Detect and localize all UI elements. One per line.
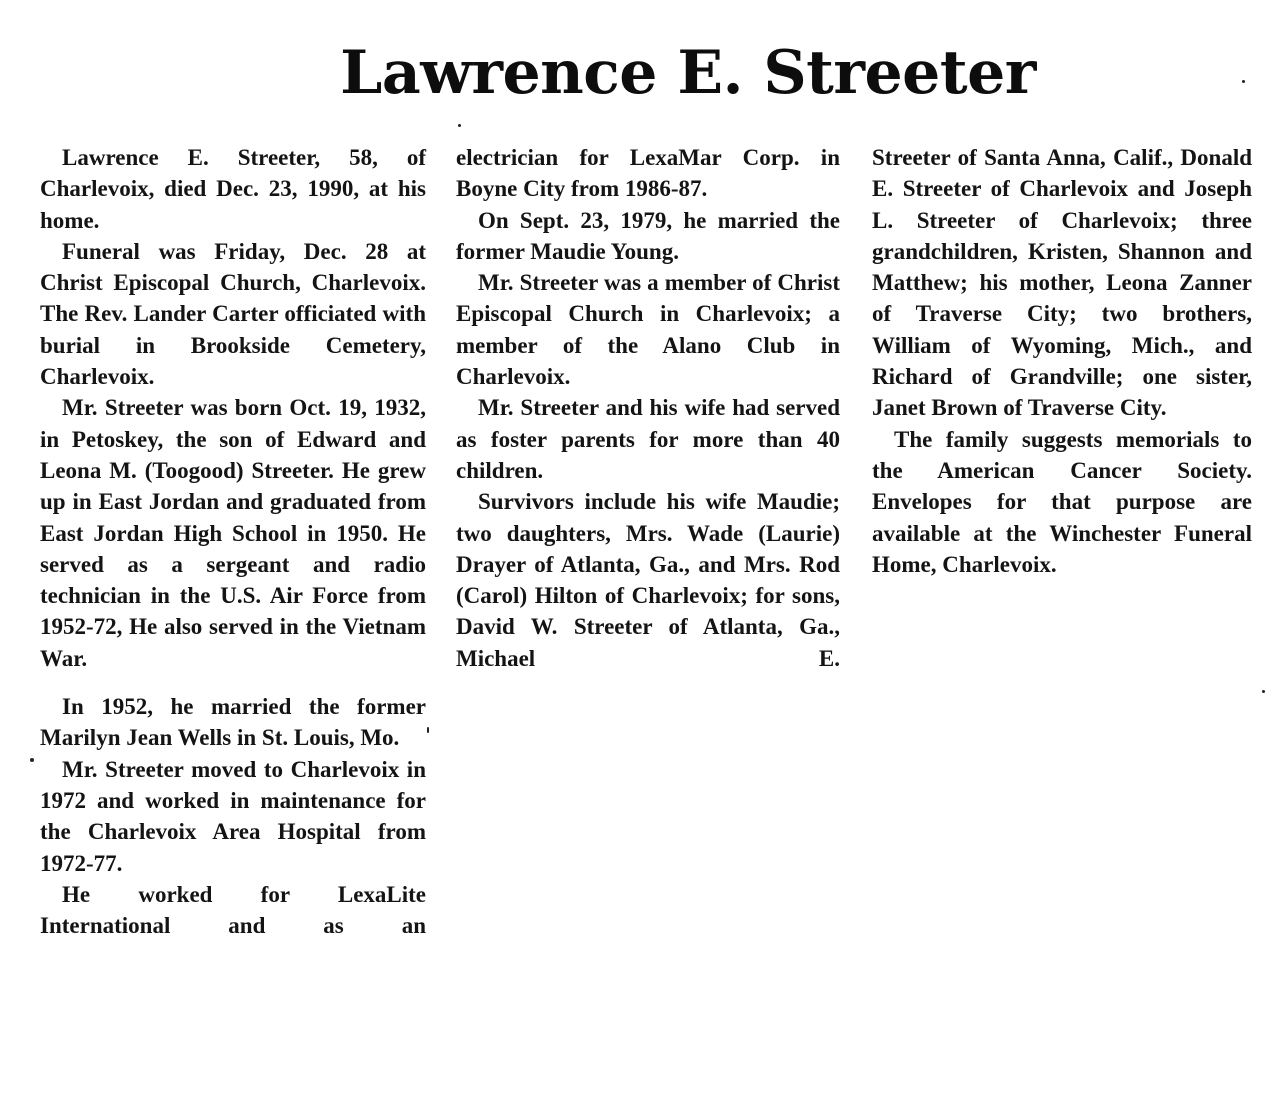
scan-speck	[458, 124, 461, 127]
scan-speck	[1262, 690, 1265, 693]
scan-speck	[1242, 80, 1245, 83]
paragraph-lexalite: He worked for LexaLite International and as an	[40, 881, 426, 939]
scan-speck	[427, 727, 429, 733]
paragraph-second-marriage: On Sept. 23, 1979, he married the former Maudie Young.	[456, 207, 840, 264]
column-1	[40, 142, 426, 941]
column-2	[456, 142, 840, 674]
scan-speck	[30, 758, 34, 762]
headline: Lawrence E. Streeter	[340, 38, 1036, 108]
paragraph-biography: Mr. Streeter was born Oct. 19, 1932, in Petoskey, the son of Edward and Leona M. (Toogood) Streeter. He grew up in East Jordan and graduated from East Jordan High School in 1950. He served as a sergeant and radio technician in the U.S. Air Force from 1952-72, He also served in the Vietnam War.	[40, 395, 426, 671]
paragraph-survivors: Survivors include his wife Maudie; two daughters, Mrs. Wade (Laurie) Drayer of Atlanta, Ga., and Mrs. Rod (Carol) Hilton of Charlevoix; for sons, David W. Streeter of Atlanta, Ga., Michael E.	[456, 489, 840, 671]
paragraph-electrician: electrician for LexaMar Corp. in Boyne City from 1986-87.	[456, 145, 840, 202]
paragraph-memorials: The family suggests memorials to the American Cancer Society. Envelopes for that purpose are available at the Winchester Funeral Home, Charlevoix.	[872, 426, 1252, 577]
column-3	[872, 142, 1252, 580]
paragraph-career: Mr. Streeter moved to Charlevoix in 1972 and worked in maintenance for the Charlevoix Area Hospital from 1972-77.	[40, 756, 426, 876]
paragraph-survivors-continued: Streeter of Santa Anna, Calif., Donald E. Streeter of Charlevoix and Joseph L. Streeter of Charlevoix; three grandchildren, Kristen, Shannon and Matthew; his mother, Leona Zanner of Traverse City; two brothers, William of Wyoming, Mich., and Richard of Grandville; one sister, Janet Brown of Traverse City.	[872, 145, 1252, 421]
paragraph-foster-parents: Mr. Streeter and his wife had served as foster parents for more than 40 children.	[456, 395, 840, 483]
paragraph-first-marriage: In 1952, he married the former Marilyn Jean Wells in St. Louis, Mo.	[40, 694, 426, 751]
paragraph-death-notice: Lawrence E. Streeter, 58, of Charlevoix, died Dec. 23, 1990, at his home.	[40, 145, 426, 233]
paragraph-funeral: Funeral was Friday, Dec. 28 at Christ Episcopal Church, Charlevoix. The Rev. Lander Carter officiated with burial in Brookside Cemetery, Charlevoix.	[40, 238, 426, 390]
paragraph-memberships: Mr. Streeter was a member of Christ Episcopal Church in Charlevoix; a member of the Alano Club in Charlevoix.	[456, 270, 840, 390]
